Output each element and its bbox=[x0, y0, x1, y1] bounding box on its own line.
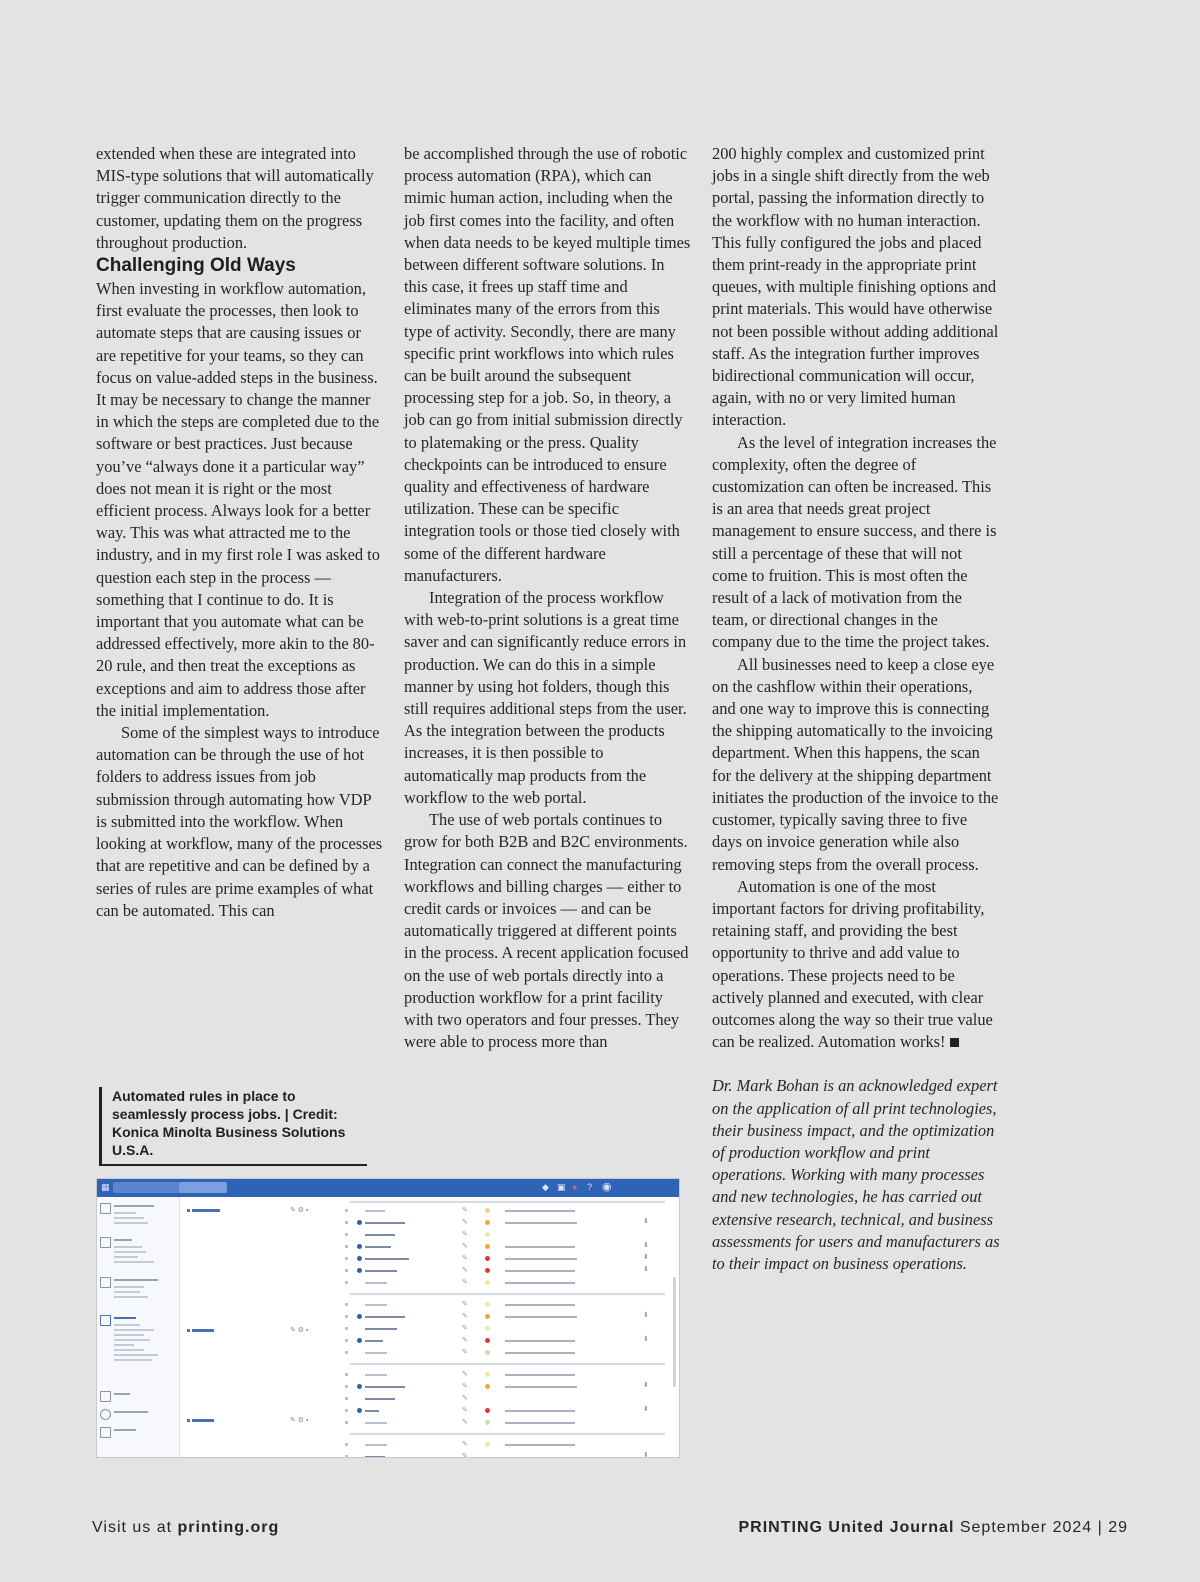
table-row: ✎ bbox=[345, 1278, 665, 1288]
table-row: ✎ ⬇ bbox=[345, 1266, 665, 1276]
edit-icon: ✎ ⚙ ▪ bbox=[290, 1327, 309, 1334]
paragraph: Some of the simplest ways to introduce automation can be through the use of hot folders to address issues from job submission through automating how VDP is submitted into the workflow. When looking at workflow, many of the processes that are repetitive and can be defined by a series of rules are prime examples of what can be automated. This can bbox=[96, 723, 383, 920]
screenshot-sidebar bbox=[97, 1197, 180, 1457]
table-row: ✎ bbox=[345, 1418, 665, 1428]
topbar-title bbox=[347, 1182, 425, 1193]
table-row: ✎ bbox=[345, 1348, 665, 1358]
article-column-3 bbox=[712, 143, 1000, 1275]
article-column-2 bbox=[404, 143, 692, 1053]
issue-and-page: September 2024 | 29 bbox=[954, 1519, 1128, 1536]
info-icon bbox=[100, 1427, 111, 1438]
end-mark-icon bbox=[950, 1038, 959, 1047]
edit-icon: ✎ ⚙ ▪ bbox=[290, 1417, 309, 1424]
alert-icon: ● bbox=[572, 1182, 578, 1192]
topbar-tab-active bbox=[179, 1182, 227, 1193]
group-label bbox=[192, 1209, 220, 1212]
box-icon bbox=[100, 1277, 111, 1288]
figure-caption: Automated rules in place to seamlessly process jobs. | Credit: Konica Minolta Business Solutions U.S.A. bbox=[99, 1087, 367, 1166]
article-column-1 bbox=[96, 143, 384, 922]
table-row: ✎ ⬇ bbox=[345, 1452, 665, 1458]
edit-icon: ✎ ⚙ ▪ bbox=[290, 1207, 309, 1214]
table-row: ✎ bbox=[345, 1230, 665, 1240]
grid-icon: ▣ bbox=[557, 1182, 566, 1192]
workflow-screenshot-figure bbox=[96, 1178, 680, 1458]
paragraph: extended when these are integrated into MIS-type solutions that will automatically trigger communication directly to the customer, updating them on the progress throughout production. bbox=[96, 144, 374, 252]
paragraph: All businesses need to keep a close eye on the cashflow within their operations, and one way to improve this is connecting the shipping automatically to the invoicing department. When this happens, the scan for the delivery at the shipping department initiates the production of the invoice to the customer, typically saving three to five days on invoice generation while also removing steps from the overall process. bbox=[712, 654, 999, 874]
scrollbar bbox=[673, 1277, 676, 1387]
topbar-tab bbox=[113, 1182, 157, 1193]
footer-site-link: printing.org bbox=[177, 1519, 280, 1536]
paragraph: As the level of integration increases the complexity, often the degree of customization can often be increased. This is an area that needs great project management to ensure success, and there is still a percentage of these that will not come to fruition. This is most often the result of a lack of motivation from the team, or directional changes in the company due to the time the project takes. bbox=[712, 432, 997, 652]
table-row: ✎ bbox=[345, 1300, 665, 1310]
gear-icon bbox=[100, 1409, 111, 1420]
table-row: ✎ bbox=[345, 1206, 665, 1216]
table-row: ✎ bbox=[345, 1370, 665, 1380]
journal-name: PRINTING United Journal bbox=[738, 1519, 955, 1536]
paragraph: Integration of the process workflow with web-to-print solutions is a great time saver and can significantly reduce errors in production. We can do this in a simple manner by using hot folders, though this still requires additional steps from the user. As the integration between the products increases, it is then possible to automatically map products from the workflow to the web portal. bbox=[404, 588, 687, 807]
table-row: ✎ bbox=[345, 1324, 665, 1334]
help-icon: ? bbox=[587, 1182, 593, 1192]
paragraph: be accomplished through the use of robotic process automation (RPA), which can mimic human action, including when the job first comes into the facility, and often when data needs to be keyed multiple times between different software solutions. In this case, it frees up staff time and eliminates many of the errors from this type of activity. Secondly, there are many specific print workflows into which rules can be built around the subsequent processing step for a job. So, in theory, a job can go from initial submission directly to platemaking or the press. Quality checkpoints can be introduced to ensure quality and effectiveness of hardware utilization. These can be specific integration tools or those tied closely with some of the different hardware manufacturers. bbox=[404, 144, 691, 585]
user-avatar-icon: ◉ bbox=[602, 1181, 612, 1193]
group-label bbox=[192, 1419, 214, 1422]
paragraph: When investing in workflow automation, first evaluate the processes, then look to automate steps that are causing issues or are repetitive for your teams, so they can focus on value-added steps in the business. It may be necessary to change the manner in which the steps are completed due to the software or best practices. Just because you’ve “always done it a particular way” does not mean it is right or the most efficient process. Always look for a better way. This was what attracted me to the industry, and in my first role I was asked to question each step in the process — something that I continue to do. It is important that you automate what can be addressed effectively, more akin to the 80-20 rule, and then treat the exceptions as exceptions and aim to address those after the initial implementation. bbox=[96, 279, 380, 720]
table-row: ✎ ⬇ bbox=[345, 1406, 665, 1416]
section-heading: Challenging Old Ways bbox=[96, 255, 296, 277]
table-row: ✎ bbox=[345, 1440, 665, 1450]
workflow-icon bbox=[100, 1315, 111, 1326]
closing-text: Automation is one of the most important factors for driving profitability, retaining staff, and providing the best opportunity to thrive and add value to operations. These projects need to be actively planned and executed, with clear outcomes along the way so their true value can be realized. Automation works! bbox=[712, 876, 993, 1052]
search-icon bbox=[100, 1391, 111, 1402]
table-row: ✎ ⬇ bbox=[345, 1242, 665, 1252]
screenshot-topbar bbox=[97, 1179, 679, 1197]
document-icon bbox=[100, 1237, 111, 1248]
footer-prefix: Visit us at bbox=[92, 1519, 178, 1536]
bell-icon: ◆ bbox=[542, 1182, 549, 1192]
screenshot-main bbox=[180, 1197, 679, 1457]
table-row: ✎ ⬇ bbox=[345, 1382, 665, 1392]
paragraph-closing bbox=[712, 876, 1000, 1054]
topbar-tab bbox=[154, 1182, 182, 1193]
table-row: ✎ bbox=[345, 1394, 665, 1404]
table-row: ✎ ⬇ bbox=[345, 1336, 665, 1346]
group-label bbox=[192, 1329, 214, 1332]
footer-website bbox=[92, 1518, 279, 1538]
paragraph: The use of web portals continues to grow for both B2B and B2C environments. Integration can connect the manufacturing workflows and billing charges — either to credit cards or invoices — and can be automatically triggered at different points in the process. A recent application focused on the use of web portals directly into a production workflow for a print facility with two operators and four presses. They were able to process more than bbox=[404, 810, 689, 1052]
paragraph: 200 highly complex and customized print jobs in a single shift directly from the web portal, passing the information directly to the workflow with no human interaction. This fully configured the jobs and placed them print-ready in the appropriate print queues, with multiple finishing options and print materials. This would have otherwise not been possible without adding additional staff. As the integration further improves bidirectional communication will occur, again, with no or very limited human interaction. bbox=[712, 144, 999, 430]
table-row: ✎ ⬇ bbox=[345, 1254, 665, 1264]
footer-issue bbox=[739, 1518, 1129, 1538]
table-row: ✎ ⬇ bbox=[345, 1312, 665, 1322]
table-row: ✎ ⬇ bbox=[345, 1218, 665, 1228]
app-menu-icon: ▦ bbox=[101, 1182, 110, 1192]
author-bio: Dr. Mark Bohan is an acknowledged expert on the application of all print technologies, their business impact, and the optimization of production workflow and print operations. Working with many processes and new technologies, he has carried out extensive research, technical, and business assessments for users and manufacturers as to their impact on business operations. bbox=[712, 1076, 1000, 1273]
folder-icon bbox=[100, 1203, 111, 1214]
